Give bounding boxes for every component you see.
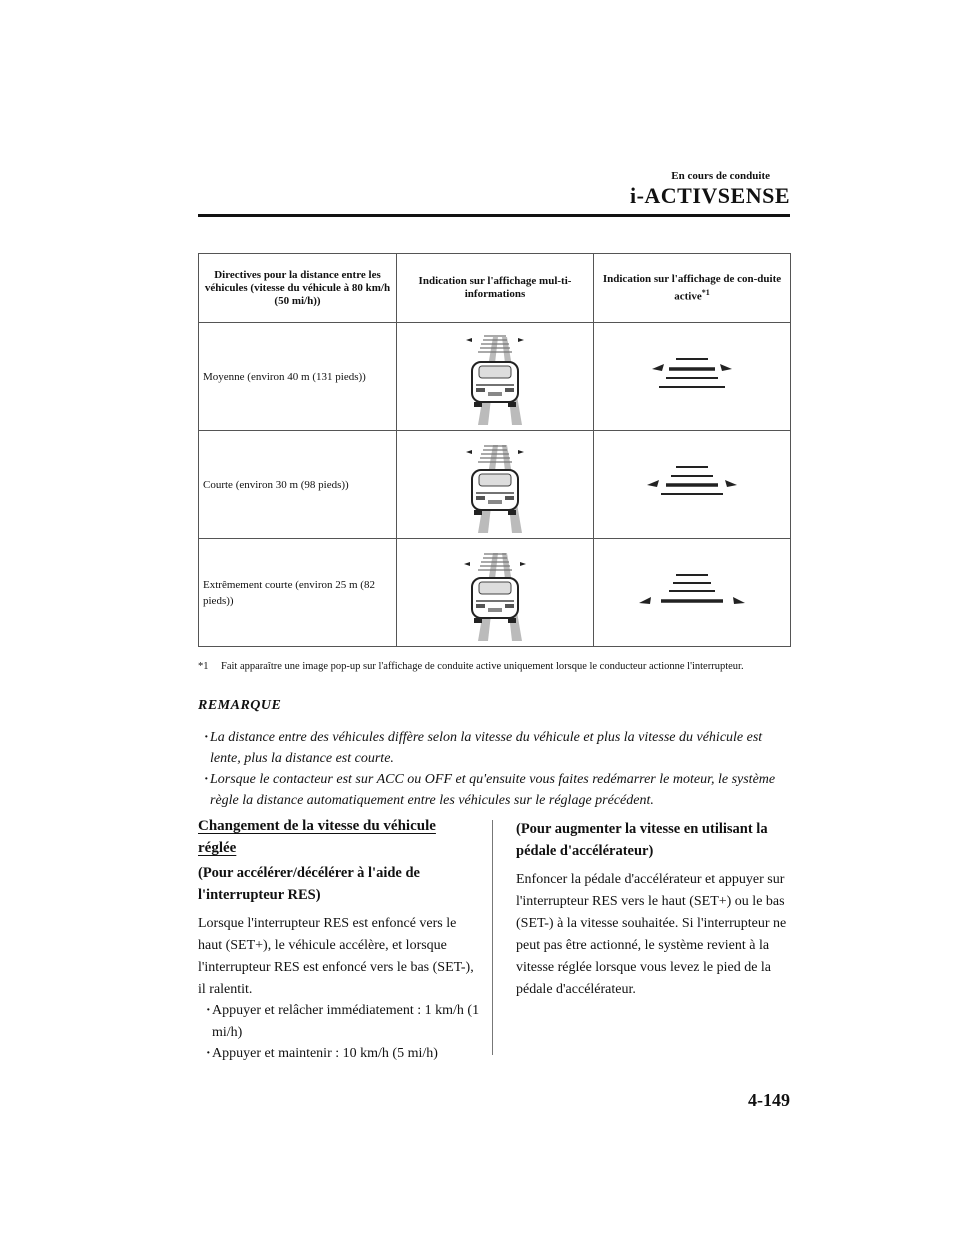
note-item: · La distance entre des véhicules diffère selon la vitesse du véhicule et plus la vitesse du véhicule est lente, plus la distance est courte.: [210, 727, 788, 769]
table-footnote: [198, 659, 790, 674]
footnote-mark: *1: [198, 661, 209, 672]
table-row: [199, 431, 791, 539]
active-display-diagram-extremely-short: [594, 539, 791, 647]
list-item: · Appuyer et maintenir : 10 km/h (5 mi/h): [212, 1043, 480, 1065]
section-heading: Changement de la vitesse du véhicule réglée: [198, 818, 436, 856]
car-icon: [472, 578, 518, 623]
note-title: REMARQUE: [198, 698, 282, 713]
right-subheading: (Pour augmenter la vitesse en utilisant la pédale d'accélérateur): [516, 821, 768, 859]
table-row: [199, 323, 791, 431]
active-display-diagram-medium: [594, 323, 791, 431]
car-icon: [472, 362, 518, 407]
page-number: 4-149: [748, 1090, 790, 1110]
bullet-icon: ·: [204, 730, 209, 745]
column-divider: [492, 820, 493, 1055]
page-title: i-ACTIVSENSE: [629, 183, 790, 208]
bullet-icon: ·: [206, 1003, 211, 1018]
section-subtitle: En cours de conduite: [671, 170, 770, 182]
list-item: · Appuyer et relâcher immédiatement : 1 km/h (1 mi/h): [212, 1000, 480, 1044]
row-label-extremely-short: Extrêmement courte (environ 25 m (82 pieds)): [199, 539, 397, 647]
multi-info-diagram-short: [397, 431, 594, 539]
multi-info-diagram-medium: [397, 323, 594, 431]
right-paragraph: Enfoncer la pédale d'accélérateur et appuyer sur l'interrupteur RES vers le haut (SET+) ou le bas (SET-) à la vitesse souhaitée. Si l'interrupteur ne peut pas être actionné, le système revient à la vitesse réglée lorsque vous levez le pied de la pédale d'accélérateur.: [516, 872, 787, 997]
table-row: [199, 539, 791, 647]
car-icon: [472, 470, 518, 515]
left-subheading: (Pour accélérer/décélérer à l'aide de l'interrupteur RES): [198, 865, 420, 903]
footnote-ref: *1: [701, 287, 710, 297]
note-item: · Lorsque le contacteur est sur ACC ou OFF et qu'ensuite vous faites redémarrer le moteur, le système règle la distance automatiquement entre les véhicules sur le réglage précédent.: [210, 769, 788, 811]
table-header-distance: Directives pour la distance entre les véhicules (vitesse du véhicule à 80 km/h (50 mi/h)): [199, 254, 397, 323]
active-display-diagram-short: [594, 431, 791, 539]
bullet-icon: ·: [204, 772, 209, 787]
table-header-multi-info: Indication sur l'affichage mul-ti-informations: [397, 254, 594, 323]
multi-info-diagram-extremely-short: [397, 539, 594, 647]
row-label-medium: Moyenne (environ 40 m (131 pieds)): [199, 323, 397, 431]
left-paragraph: Lorsque l'interrupteur RES est enfoncé vers le haut (SET+), le véhicule accélère, et lorsque l'interrupteur RES est enfoncé vers le bas (SET-), il ralentit.: [198, 916, 474, 997]
row-label-short: Courte (environ 30 m (98 pieds)): [199, 431, 397, 539]
footnote-text: Fait apparaître une image pop-up sur l'affichage de conduite active uniquement lorsque le conducteur actionne l'interrupteur.: [221, 661, 744, 672]
distance-table: [198, 253, 791, 647]
bullet-icon: ·: [206, 1046, 211, 1061]
table-header-active-display: Indication sur l'affichage de con-duite active$^{*1}$: [594, 254, 791, 323]
table-header-row: [199, 254, 791, 323]
header-rule: [198, 214, 790, 217]
